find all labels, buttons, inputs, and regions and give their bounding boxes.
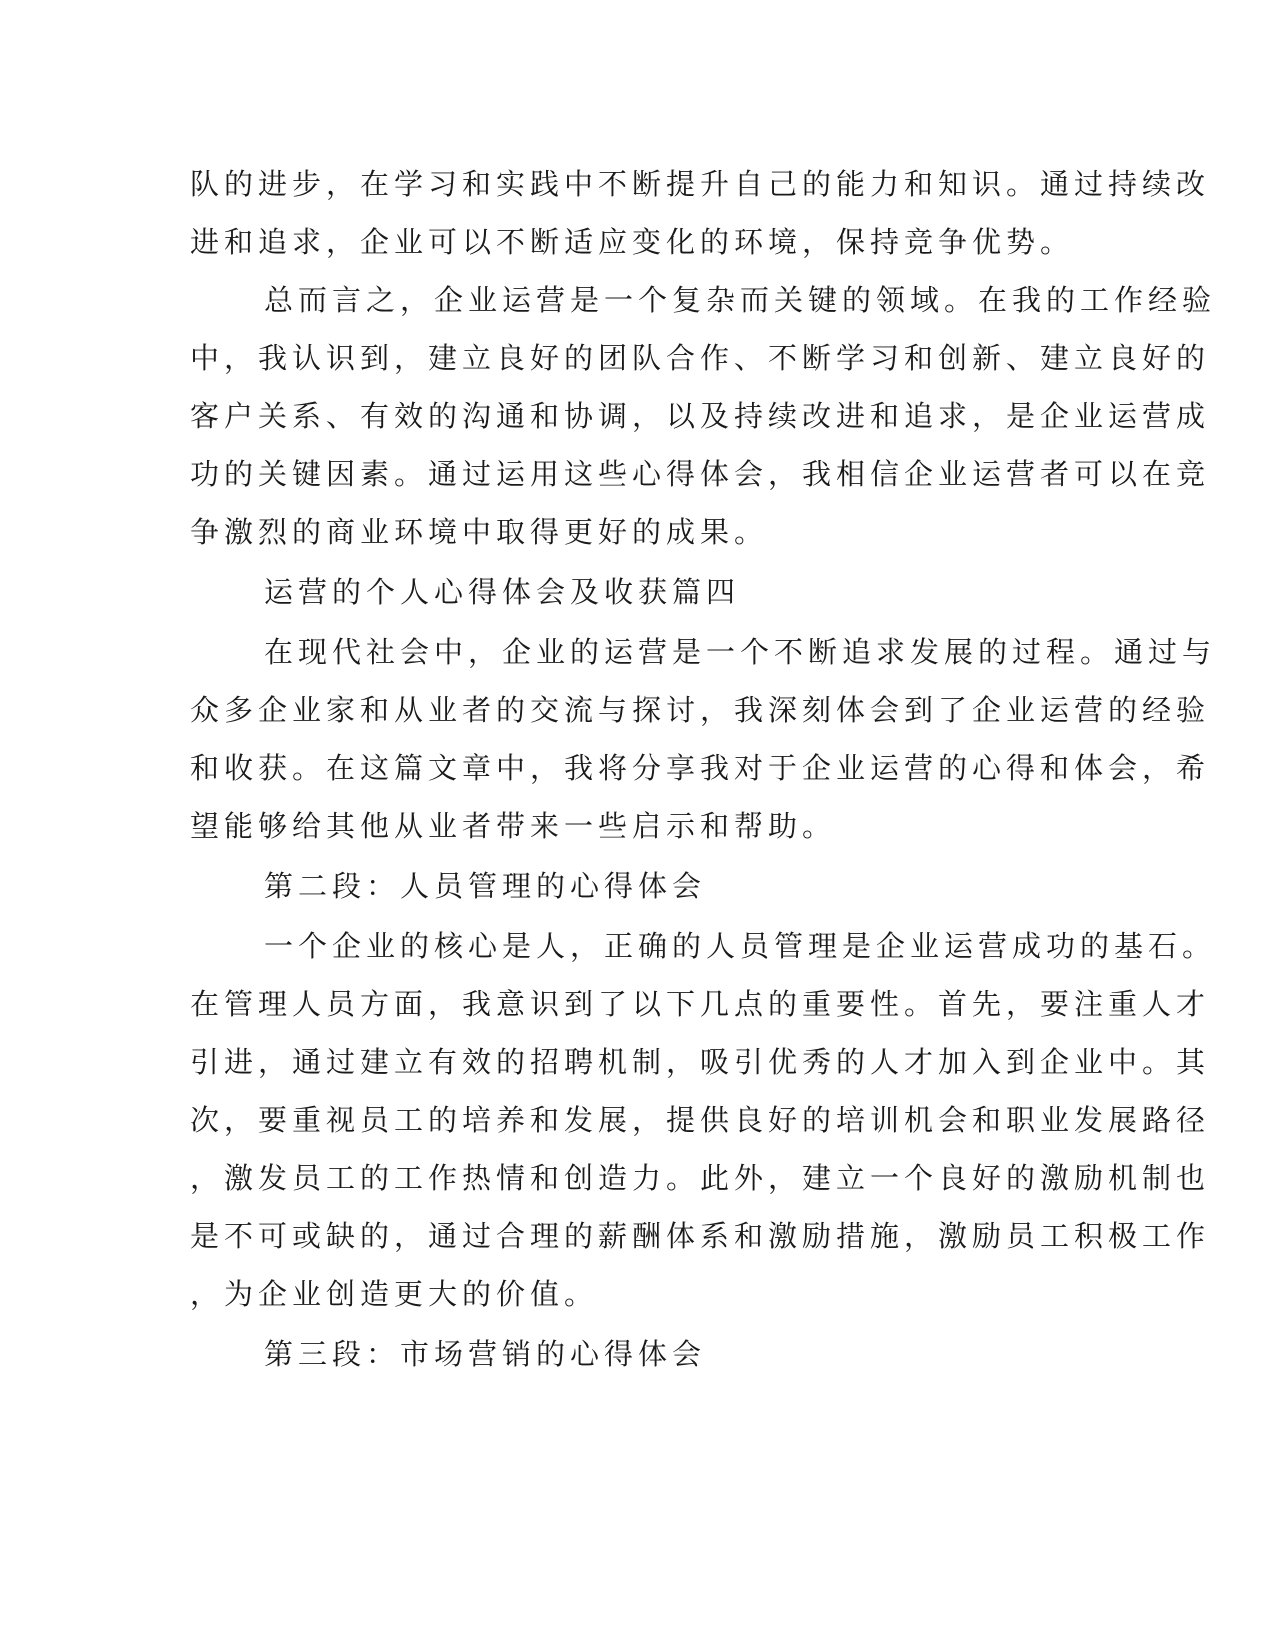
- paragraph-line: 次，要重视员工的培养和发展，提供良好的培训机会和职业发展路径: [190, 1103, 1211, 1137]
- section-heading: 运营的个人心得体会及收获篇四: [264, 575, 741, 609]
- paragraph-line: 功的关键因素。通过运用这些心得体会，我相信企业运营者可以在竞: [190, 457, 1211, 491]
- paragraph-line: 中，我认识到，建立良好的团队合作、不断学习和创新、建立良好的: [190, 341, 1211, 375]
- paragraph-line: ，为企业创造更大的价值。: [190, 1277, 599, 1311]
- paragraph-line: 望能够给其他从业者带来一些启示和帮助。: [190, 809, 837, 843]
- paragraph-line: 在现代社会中，企业的运营是一个不断追求发展的过程。通过与: [264, 635, 1217, 669]
- paragraph-line: 和收获。在这篇文章中，我将分享我对于企业运营的心得和体会，希: [190, 751, 1211, 785]
- paragraph-line: 引进，通过建立有效的招聘机制，吸引优秀的人才加入到企业中。其: [190, 1045, 1211, 1079]
- paragraph-line: 客户关系、有效的沟通和协调，以及持续改进和追求，是企业运营成: [190, 399, 1211, 433]
- paragraph-line: 总而言之，企业运营是一个复杂而关键的领域。在我的工作经验: [264, 283, 1217, 317]
- paragraph-line: 队的进步，在学习和实践中不断提升自己的能力和知识。通过持续改: [190, 167, 1211, 201]
- paragraph-line: 进和追求，企业可以不断适应变化的环境，保持竞争优势。: [190, 225, 1075, 259]
- paragraph-line: 众多企业家和从业者的交流与探讨，我深刻体会到了企业运营的经验: [190, 693, 1211, 727]
- paragraph-line: ，激发员工的工作热情和创造力。此外，建立一个良好的激励机制也: [190, 1161, 1211, 1195]
- section-heading: 第三段：市场营销的心得体会: [264, 1337, 707, 1371]
- paragraph-line: 争激烈的商业环境中取得更好的成果。: [190, 515, 769, 549]
- section-heading: 第二段：人员管理的心得体会: [264, 869, 707, 903]
- paragraph-line: 在管理人员方面，我意识到了以下几点的重要性。首先，要注重人才: [190, 987, 1211, 1021]
- paragraph-line: 是不可或缺的，通过合理的薪酬体系和激励措施，激励员工积极工作: [190, 1219, 1211, 1253]
- paragraph-line: 一个企业的核心是人，正确的人员管理是企业运营成功的基石。: [264, 929, 1217, 963]
